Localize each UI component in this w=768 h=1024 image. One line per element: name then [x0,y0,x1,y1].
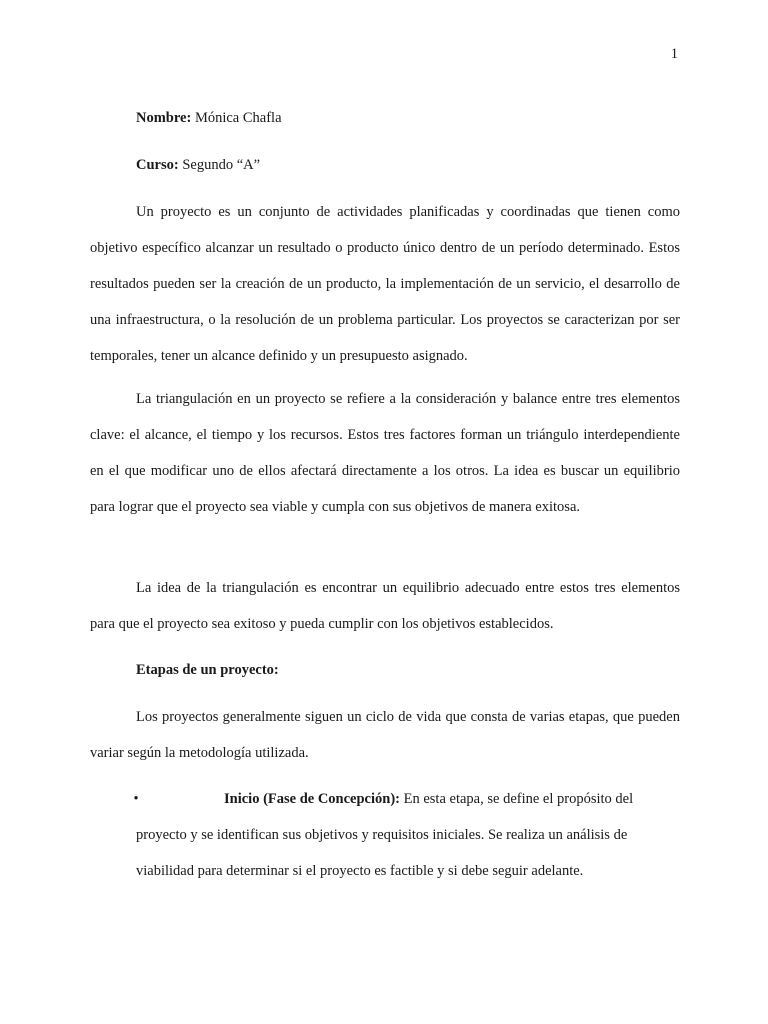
section-intro: Los proyectos generalmente siguen un ciclo de vida que consta de varias etapas, que pueden variar según la metodología utilizada. [90,709,680,761]
list-item [133,781,680,889]
bullet-text: En esta etapa, se define el propósito del proyecto y se identifican sus objetivos y requisitos iniciales. Se realiza un análisis de viabilidad para determinar si el proyecto es factible y si debe seguir adelante. [136,791,634,879]
bullet-title: Inicio (Fase de Concepción): [224,791,400,807]
nombre-line [136,110,282,127]
paragraph-triangulacion: La triangulación en un proyecto se refiere a la consideración y balance entre tres elementos clave: el alcance, el tiempo y los recursos. Estos tres factores forman un triángulo interdependiente en el que modificar uno de ellos afectará directamente a los otros. La idea es buscar un equilibrio para lograr que el proyecto sea viable y cumpla con sus objetivos de manera exitosa. [90,391,680,515]
bullet-icon: • [133,791,139,807]
curso-value: Segundo “A” [178,157,261,173]
section-heading: Etapas de un proyecto: [136,662,279,678]
curso-label: Curso: [136,157,179,173]
paragraph-equilibrio: La idea de la triangulación es encontrar un equilibrio adecuado entre estos tres elementos para que el proyecto sea exitoso y pueda cumplir con los objetivos establecidos. [90,580,680,632]
page-number: 1 [670,46,678,62]
nombre-value: Mónica Chafla [191,110,282,126]
nombre-label: Nombre: [136,110,192,126]
paragraph-proyecto-definicion: Un proyecto es un conjunto de actividades planificadas y coordinadas que tienen como objetivo específico alcanzar un resultado o producto único dentro de un período determinado. Estos resultados pueden ser la creación de un producto, la implementación de un servicio, el desarrollo de una infraestructura, o la resolución de un problema particular. Los proyectos se caracterizan por ser temporales, tener un alcance definido y un presupuesto asignado. [90,204,680,364]
curso-line [136,157,260,174]
